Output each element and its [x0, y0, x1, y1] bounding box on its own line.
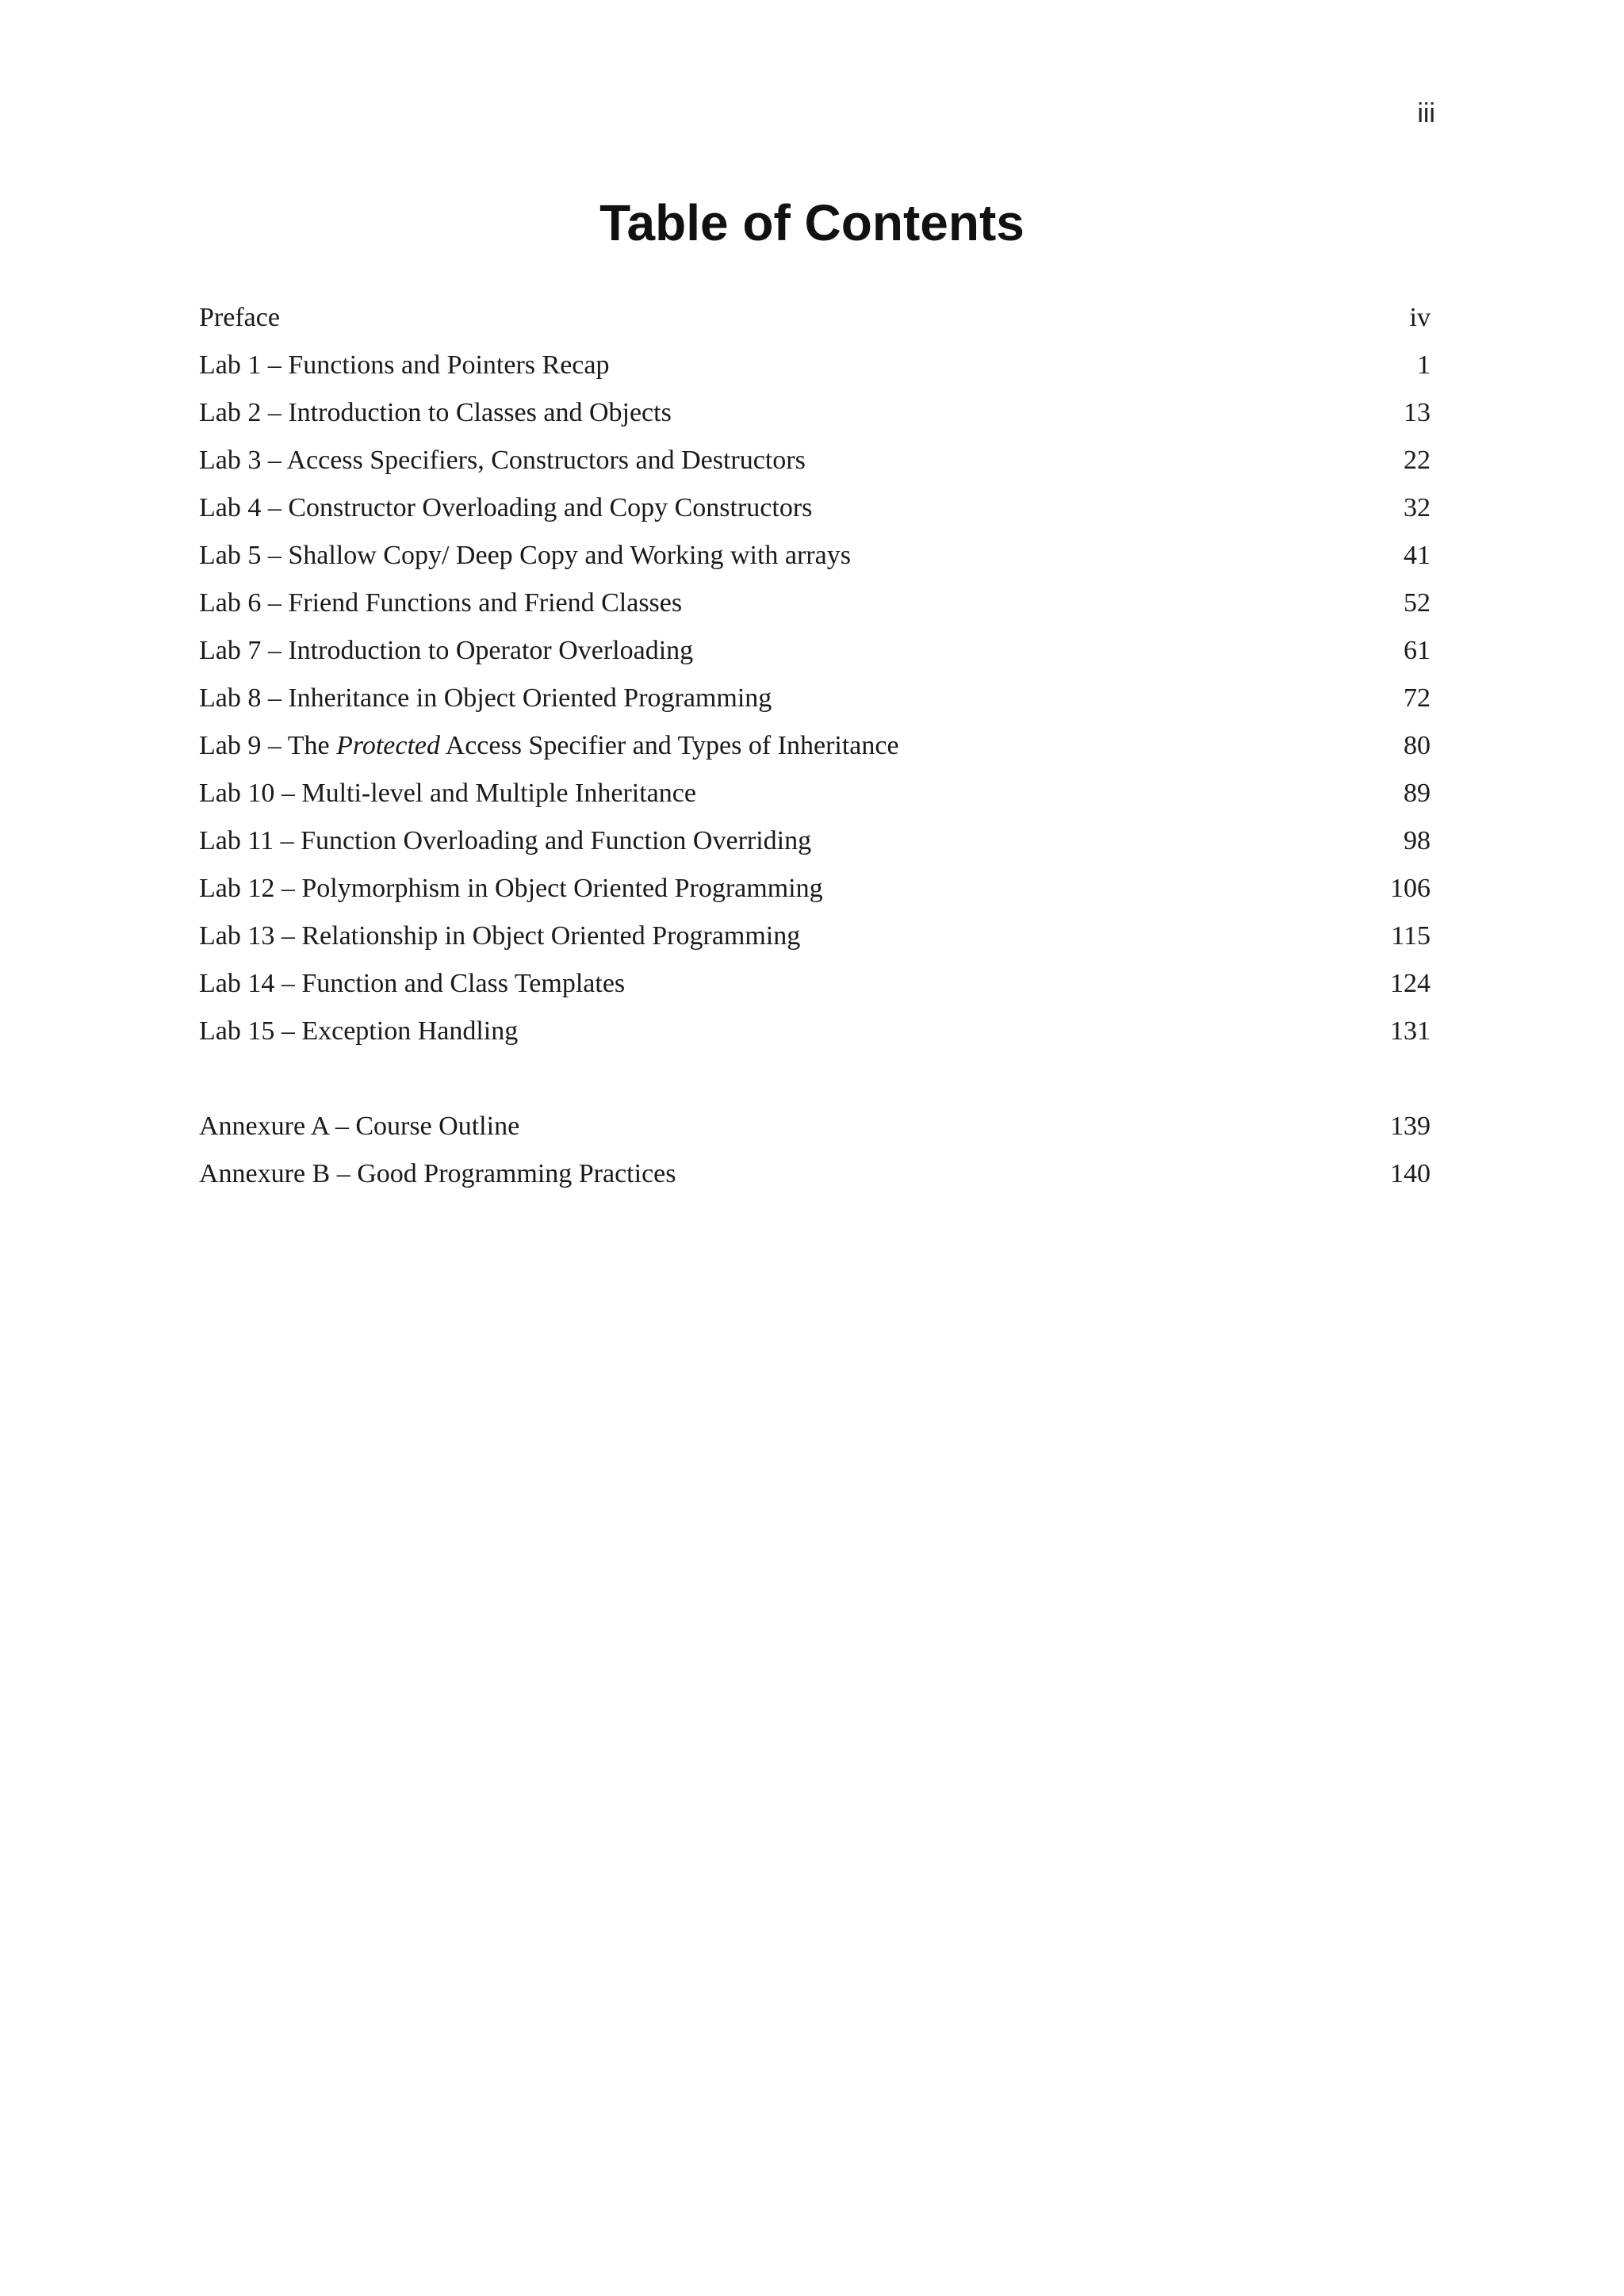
- toc-entry-title: Lab 15 – Exception Handling: [199, 1016, 519, 1046]
- toc-entry-lab-9[interactable]: [199, 722, 1431, 770]
- toc-entry-lab-12[interactable]: [199, 865, 1431, 913]
- toc-entry-lab-11[interactable]: [199, 817, 1431, 865]
- toc-entry-page: 41: [1404, 541, 1431, 570]
- toc-entry-page: 72: [1404, 683, 1431, 713]
- toc-entry-title: Lab 10 – Multi-level and Multiple Inheritance: [199, 779, 696, 808]
- toc-entry-lab-5[interactable]: [199, 532, 1431, 580]
- toc-entry-title: Lab 12 – Polymorphism in Object Oriented Programming: [199, 874, 823, 903]
- toc-entry-lab-13[interactable]: [199, 913, 1431, 960]
- toc-entry-title: Lab 8 – Inheritance in Object Oriented Programming: [199, 683, 772, 713]
- toc-entry-page: 140: [1390, 1159, 1431, 1188]
- toc-entry-page: 106: [1390, 874, 1431, 903]
- toc-entry-title: Lab 5 – Shallow Copy/ Deep Copy and Working with arrays: [199, 541, 851, 570]
- toc-entry-lab-14[interactable]: [199, 960, 1431, 1008]
- toc-entry-page: iv: [1409, 303, 1431, 332]
- toc-entry-title: [199, 722, 899, 770]
- toc-entry-lab-15[interactable]: [199, 1008, 1431, 1055]
- toc-entry-lab-1[interactable]: [199, 342, 1431, 389]
- toc-entry-lab-8[interactable]: [199, 675, 1431, 722]
- toc-entry-page: 22: [1404, 446, 1431, 475]
- toc-entry-annexure-a[interactable]: [199, 1103, 1431, 1150]
- toc-entry-title: Annexure A – Course Outline: [199, 1112, 520, 1141]
- toc-entry-page: 124: [1390, 969, 1431, 998]
- toc-entry-title-italic: Protected: [336, 731, 441, 760]
- toc-entry-title: Lab 13 – Relationship in Object Oriented Programming: [199, 921, 801, 951]
- toc-entry-page: 13: [1404, 398, 1431, 427]
- toc-entry-title: Lab 4 – Constructor Overloading and Copy Constructors: [199, 493, 813, 522]
- toc-entry-lab-6[interactable]: [199, 580, 1431, 627]
- toc-entry-title: Lab 3 – Access Specifiers, Constructors and Destructors: [199, 446, 806, 475]
- table-of-contents: [199, 294, 1431, 1198]
- toc-entry-title: Lab 14 – Function and Class Templates: [199, 969, 626, 998]
- toc-entry-page: 98: [1404, 826, 1431, 855]
- toc-entry-lab-2[interactable]: [199, 389, 1431, 437]
- toc-spacer: [199, 1055, 1431, 1103]
- toc-entry-title: Lab 1 – Functions and Pointers Recap: [199, 350, 610, 380]
- toc-entry-annexure-b[interactable]: [199, 1150, 1431, 1198]
- toc-entry-page: 139: [1390, 1112, 1431, 1141]
- toc-entry-page: 89: [1404, 779, 1431, 808]
- toc-entry-title: Annexure B – Good Programming Practices: [199, 1159, 676, 1188]
- toc-entry-page: 115: [1391, 921, 1431, 951]
- toc-entry-lab-3[interactable]: [199, 437, 1431, 484]
- toc-entry-page: 32: [1404, 493, 1431, 522]
- toc-entry-page: 131: [1390, 1016, 1431, 1046]
- toc-entry-lab-10[interactable]: [199, 770, 1431, 817]
- toc-entry-title: Lab 11 – Function Overloading and Function Overriding: [199, 826, 812, 855]
- toc-entry-title-end: Access Specifier and Types of Inheritance: [440, 731, 899, 760]
- toc-entry-title: Lab 7 – Introduction to Operator Overloading: [199, 636, 694, 665]
- toc-entry-page: 1: [1417, 350, 1431, 380]
- toc-entry-page: 52: [1404, 588, 1431, 618]
- toc-entry-title-start: Lab 9 – The: [199, 731, 337, 760]
- toc-entry-lab-4[interactable]: [199, 484, 1431, 532]
- toc-entry-title: Lab 6 – Friend Functions and Friend Classes: [199, 588, 683, 618]
- toc-entry-page: 61: [1404, 636, 1431, 665]
- page-title: Table of Contents: [599, 194, 1025, 251]
- toc-entry-title: Lab 2 – Introduction to Classes and Objects: [199, 398, 672, 427]
- toc-entry-lab-7[interactable]: [199, 627, 1431, 675]
- toc-entry-preface[interactable]: [199, 294, 1431, 342]
- toc-entry-title: Preface: [199, 303, 280, 332]
- toc-entry-page: 80: [1404, 731, 1431, 760]
- page-number: iii: [1417, 98, 1435, 128]
